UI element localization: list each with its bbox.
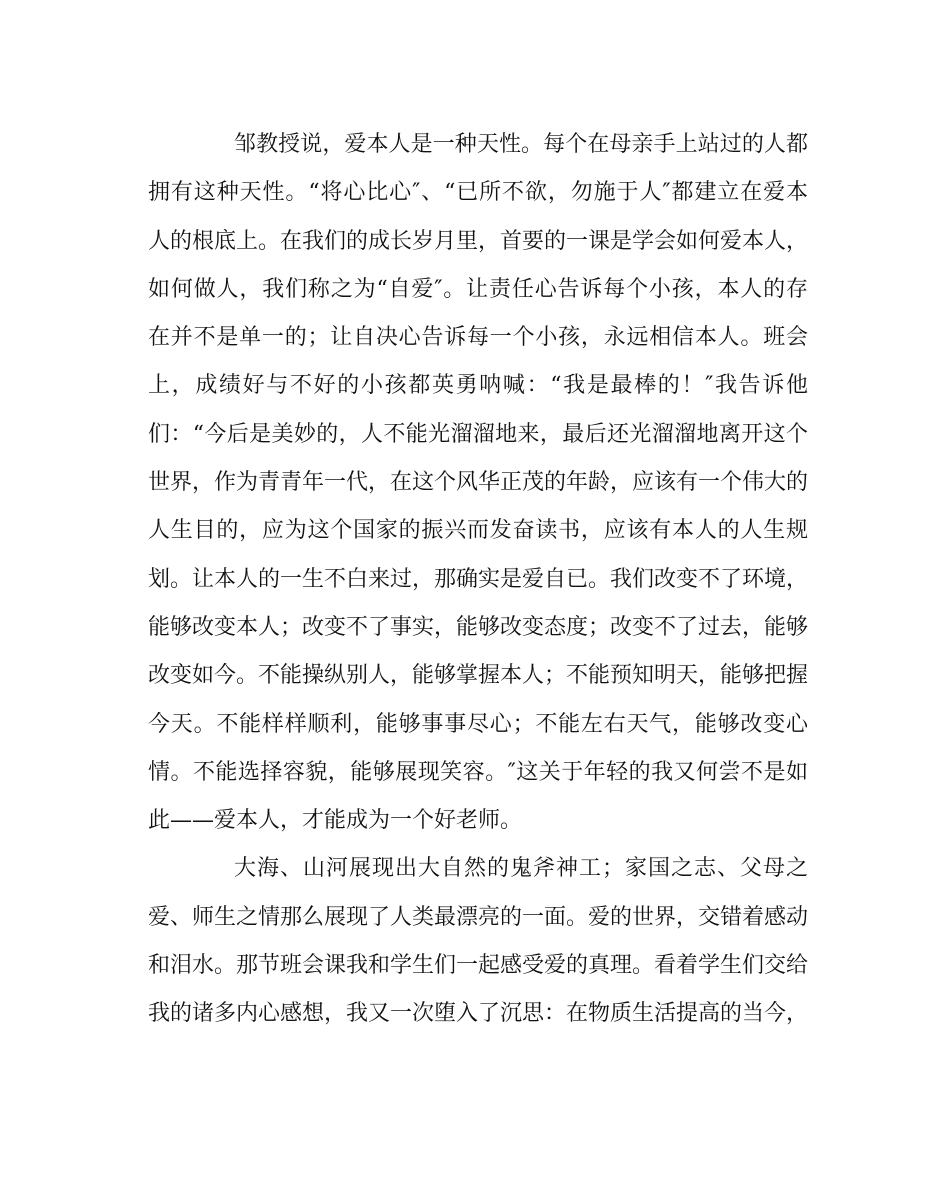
paragraph-1-line-3: 人的根底上。在我们的成长岁月里，首要的一课是学会如何爱本人，: [148, 228, 809, 254]
body-text: [148, 127, 808, 1045]
paragraph-1-line-9: 人生目的，应为这个国家的振兴而发奋读书，应该有本人的人生规: [148, 518, 808, 544]
paragraph-1-line-11: 能够改变本人；改变不了事实，能够改变态度；改变不了过去，能够: [148, 614, 809, 640]
paragraph-2-line-1: 大海、山河展现出大自然的鬼斧神工；家国之志、父母之: [234, 856, 808, 882]
paragraph-2-line-2: 爱、师生之情那么展现了人类最漂亮的一面。爱的世界，交错着感动: [148, 904, 809, 930]
paragraph-1-line-6: 上，成绩好与不好的小孩都英勇呐喊：“我是最棒的！″我告诉他: [148, 373, 808, 399]
paragraph-1-line-8: 世界，作为青青年一代，在这个风华正茂的年龄，应该有一个伟大的: [148, 470, 809, 496]
paragraph-1-line-15: 此——爱本人，才能成为一个好老师。: [148, 808, 523, 834]
paragraph-1-line-7: 们：“今后是美妙的，人不能光溜溜地来，最后还光溜溜地离开这个: [148, 421, 808, 447]
paragraph-1-line-1: 邹教授说，爱本人是一种天性。每个在母亲手上站过的人都: [234, 132, 808, 157]
paragraph-1-line-14: 情。不能选择容貌，能够展现笑容。″这关于年轻的我又何尝不是如: [148, 759, 808, 785]
paragraph-1-line-5: 在并不是单一的；让自决心告诉每一个小孩，永远相信本人。班会: [148, 325, 808, 351]
paragraph-2-line-4: 我的诸多内心感想，我又一次堕入了沉思：在物质生活提高的当今，: [148, 1001, 809, 1027]
paragraph-2-line-3: 和泪水。那节班会课我和学生们一起感受爱的真理。看着学生们交给: [148, 953, 809, 979]
paragraph-1-line-12: 改变如今。不能操纵别人，能够掌握本人；不能预知明天，能够把握: [148, 663, 809, 689]
paragraph-1-line-13: 今天。不能样样顺利，能够事事尽心；不能左右天气，能够改变心: [148, 711, 808, 737]
paragraph-1-line-4: 如何做人，我们称之为“自爱″。让责任心告诉每个小孩，本人的存: [148, 276, 808, 302]
paragraph-1-line-2: 拥有这种天性。“将心比心″、“已所不欲，勿施于人″都建立在爱本: [148, 180, 808, 206]
paragraph-1-line-10: 划。让本人的一生不白来过，那确实是爱自已。我们改变不了环境，: [148, 566, 809, 592]
